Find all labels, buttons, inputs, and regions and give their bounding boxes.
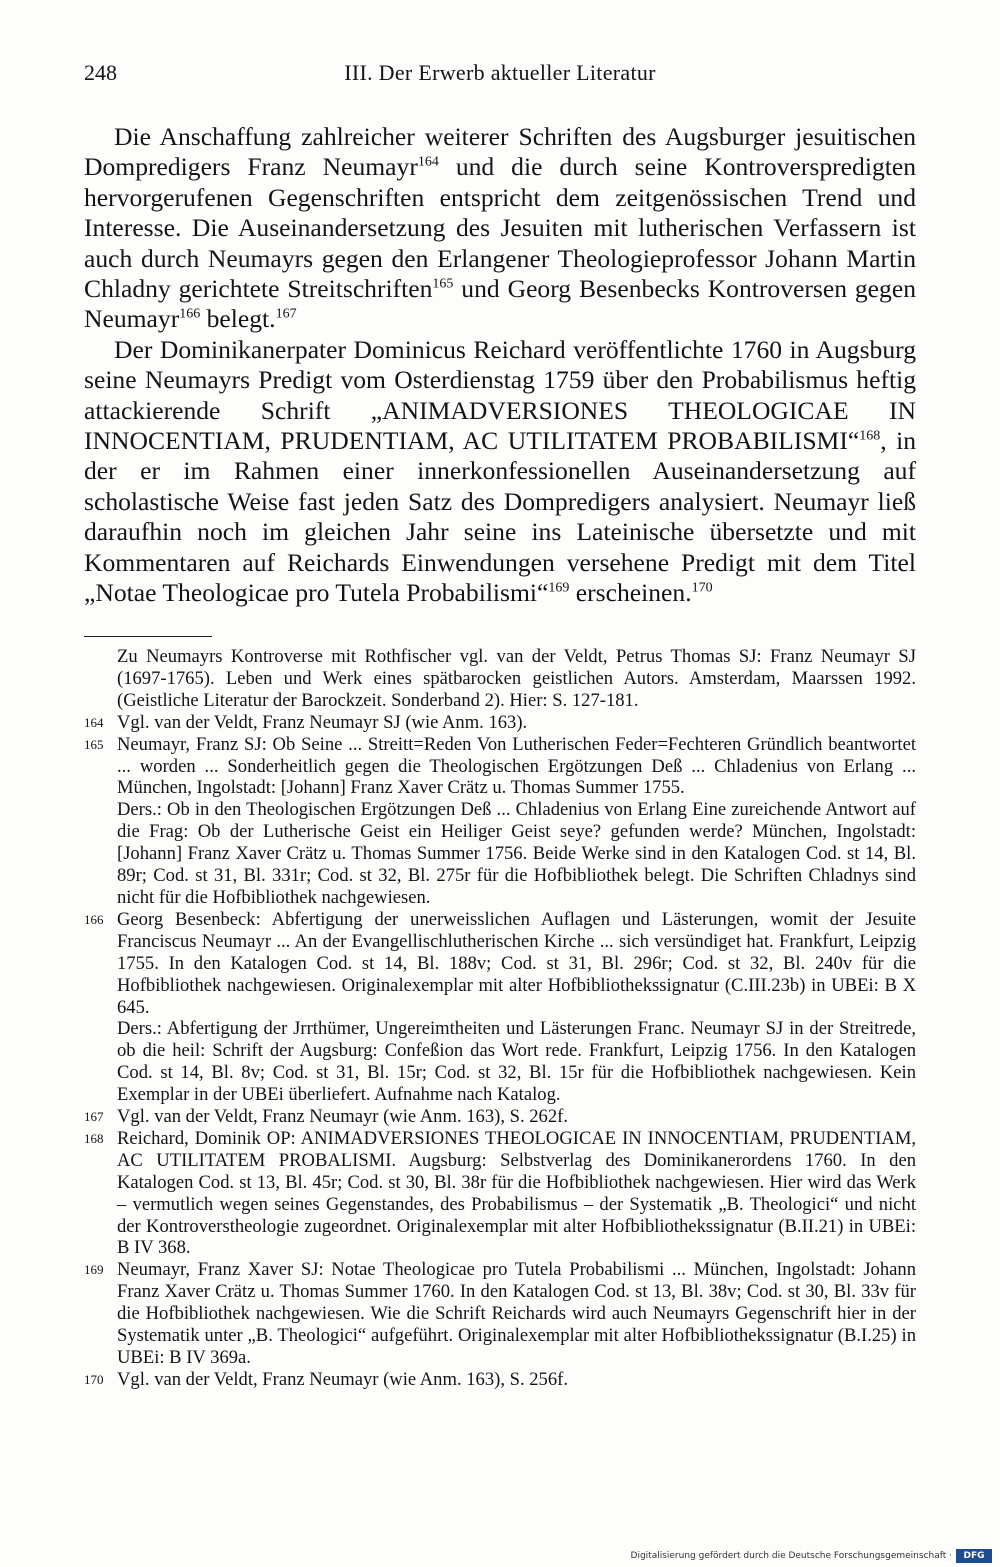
footnote-ref-166[interactable]: 166 (179, 306, 201, 322)
footnote-ref-168[interactable]: 168 (859, 428, 881, 444)
footnote-text: Neumayr, Franz SJ: Ob Seine ... Streitt=Reden Von Lutherischen Feder=Fechteren Gründlich beantwortet ... worden ... Sonderheitlich gegen die Theologischen Ergötzungen Deß ... Chladenius von Erlang ... München, Ingolstadt: [Johann] Franz Xaver Crätz u. Thomas Summer 1755. (117, 733, 916, 799)
footnote-divider (84, 636, 212, 637)
footnote-text: Vgl. van der Veldt, Franz Neumayr SJ (wie Anm. 163). (117, 711, 528, 733)
footnote-number: 165 (84, 736, 104, 752)
footnote-text: Georg Besenbeck: Abfertigung der unerweisslichen Auflagen und Lästerungen, womit der Jesuite Franciscus Neumayr ... An der Evangellischlutherischen Kirche ... sich versündiget hat. Frankfurt, Leipzig 1755. In den Katalogen Cod. st 14, Bl. 188v; Cod. st 31, Bl. 296r; Cod. st 32, Bl. 240v für die Hofbibliothek nachgewiesen. Originalexemplar mit alter Hofbibliothekssignatur (C.III.23b) in UBEi: B X 645. (117, 908, 916, 1018)
footnote-number: 169 (84, 1262, 104, 1278)
footnote-166 (84, 909, 916, 1019)
footnote-ref-170[interactable]: 170 (691, 580, 713, 596)
footnote-165-continuation: Ders.: Ob in den Theologischen Ergötzungen Deß ... Chladenius von Erlang Eine zureichende Antwort auf die Frag: Ob der Lutherische Geist ein Heiliger Geist seye? gefunden werde? München, Ingolstadt: [Johann] Franz Xaver Crätz u. Thomas Summer 1756. Beide Werke sind in den Katalogen Cod. st 14, Bl. 89r; Cod. st 31, Bl. 331r; Cod. st 32, Bl. 275r für die Hofbibliothek belegt. Die Schriften Chladnys sind nicht für die Hofbibliothek nachgewiesen. (117, 799, 916, 908)
footnote-ref-165[interactable]: 165 (432, 276, 454, 292)
page-number: 248 (84, 60, 117, 85)
text-segment: Die Anschaffung zahlreicher weiterer Schriften des Augsburger jesuitischen Dompredigers Franz Neumayr (84, 122, 916, 182)
footnote-number: 166 (84, 911, 104, 927)
footnote-164 (84, 712, 916, 734)
body-text (84, 122, 916, 609)
footnote-166-continuation: Ders.: Abfertigung der Jrrthümer, Ungereimtheiten und Lästerungen Franc. Neumayr SJ in der Streitrede, ob die heil: Schrift der Augsburg: Confeßion das Wort rede. Frankfurt, Leipzig 1756. In den Katalogen Cod. st 14, Bl. 8v; Cod. st 31, Bl. 15r; Cod. st 32, Bl. 15r für die Hofbibliothek nachgewiesen. Kein Exemplar in der UBEi überliefert. Aufnahme nach Katalog. (117, 1018, 916, 1106)
text-segment: belegt. (200, 304, 276, 334)
footnote-ref-167[interactable]: 167 (275, 306, 297, 322)
text-segment: , in der er im Rahmen einer innerkonfessionellen Auseinandersetzung auf scholastische Weise fast jeden Satz des Dompredigers analysiert. Neumayr ließ daraufhin noch im gleichen Jahr seine ins Lateinische übersetzte und mit Kommentaren auf Reichards Einwendungen versehene Predigt mit dem Titel „Notae Theologicae pro Tutela Probabilismi“ (84, 426, 916, 608)
footnote-ref-169[interactable]: 169 (548, 580, 570, 596)
dfg-logo-icon: DFG (956, 1549, 992, 1563)
footnote-text: Neumayr, Franz Xaver SJ: Notae Theologicae pro Tutela Probabilismi ... München, Ingolstadt: Johann Franz Xaver Crätz u. Thomas Summer 1760. In den Katalogen Cod. st 13, Bl. 38v; Cod. st 30, Bl. 33v für die Hofbibliothek nachgewiesen. Wie die Schrift Reichards wird auch Neumayrs Gegenschrift hier in der Systematik unter „B. Theologici“ aufgeführt. Originalexemplar mit alter Hofbibliothekssignatur (B.I.25) in UBEi: B IV 369a. (117, 1259, 916, 1368)
paragraph-2 (84, 335, 916, 609)
footnote-text: Reichard, Dominik OP: ANIMADVERSIONES THEOLOGICAE IN INNOCENTIAM, PRUDENTIAM, AC UTILITATEM PROBALISMI. Augsburg: Selbstverlag des Dominikanerordens 1760. In den Katalogen Cod. st 13, Bl. 45r; Cod. st 30, Bl. 38r für die Hofbibliothek nachgewiesen. Hier wird das Werk – vermutlich wegen seines Gegenstandes, des Probabilismus – der Systematik „B. Theologici“ und nicht der Kontroverstheologie zugeordnet. Originalexemplar mit alter Hofbibliothekssignatur (B.II.21) in UBEi: B IV 368. (117, 1127, 916, 1259)
footnote-carryover: Zu Neumayrs Kontroverse mit Rothfischer vgl. van der Veldt, Petrus Thomas SJ: Franz Neumayr SJ (1697-1765). Leben und Werk eines spätbarocken geistlichen Autors. Amsterdam, Maarssen 1992. (Geistliche Literatur der Barockzeit. Sonderband 2). Hier: S. 127-181. (117, 646, 916, 711)
footnote-number: 170 (84, 1371, 104, 1387)
footnote-number: 168 (84, 1130, 104, 1146)
footnote-number: 164 (84, 714, 104, 730)
footnote-168 (84, 1128, 916, 1259)
footnote-167 (84, 1106, 916, 1128)
paragraph-1 (84, 122, 916, 335)
text-segment: Der Dominikanerpater Dominicus Reichard veröffentlichte 1760 in Augsburg seine Neumayrs Predigt vom Osterdienstag 1759 über den Probabilismus heftig attackierende Schrift „ANIMADVERSIONES THEOLOGICAE IN INNOCENTIAM, PRUDENTIAM, AC UTILITATEM PROBABILISMI“ (84, 334, 916, 456)
digitization-credit: Digitalisierung gefördert durch die Deutsche Forschungsgemeinschaft · (630, 1551, 952, 1561)
footnotes (84, 646, 916, 1391)
footnote-170 (84, 1369, 916, 1391)
page-header (84, 60, 916, 90)
footnote-number: 167 (84, 1109, 104, 1125)
footnote-169 (84, 1259, 916, 1369)
text-segment: und die durch seine Kontroverspredigten hervorgerufenen Gegenschriften entspricht dem zeitgenössischen Trend und Interesse. Die Auseinandersetzung des Jesuiten mit lutherischen Verfassern ist auch durch Neumayrs gegen den Erlangener Theologieprofessor Johann Martin Chladny gerichtete Streitschriften (84, 152, 917, 304)
footnote-text: Vgl. van der Veldt, Franz Neumayr (wie Anm. 163), S. 262f. (117, 1106, 568, 1128)
running-head: III. Der Erwerb aktueller Literatur (344, 60, 656, 85)
footnote-text: Vgl. van der Veldt, Franz Neumayr (wie Anm. 163), S. 256f. (117, 1368, 568, 1390)
footnote-165 (84, 734, 916, 800)
text-segment: und Georg Besenbecks Kontroversen gegen Neumayr (84, 274, 916, 334)
text-segment: erscheinen. (569, 578, 692, 608)
footnote-ref-164[interactable]: 164 (417, 154, 439, 170)
